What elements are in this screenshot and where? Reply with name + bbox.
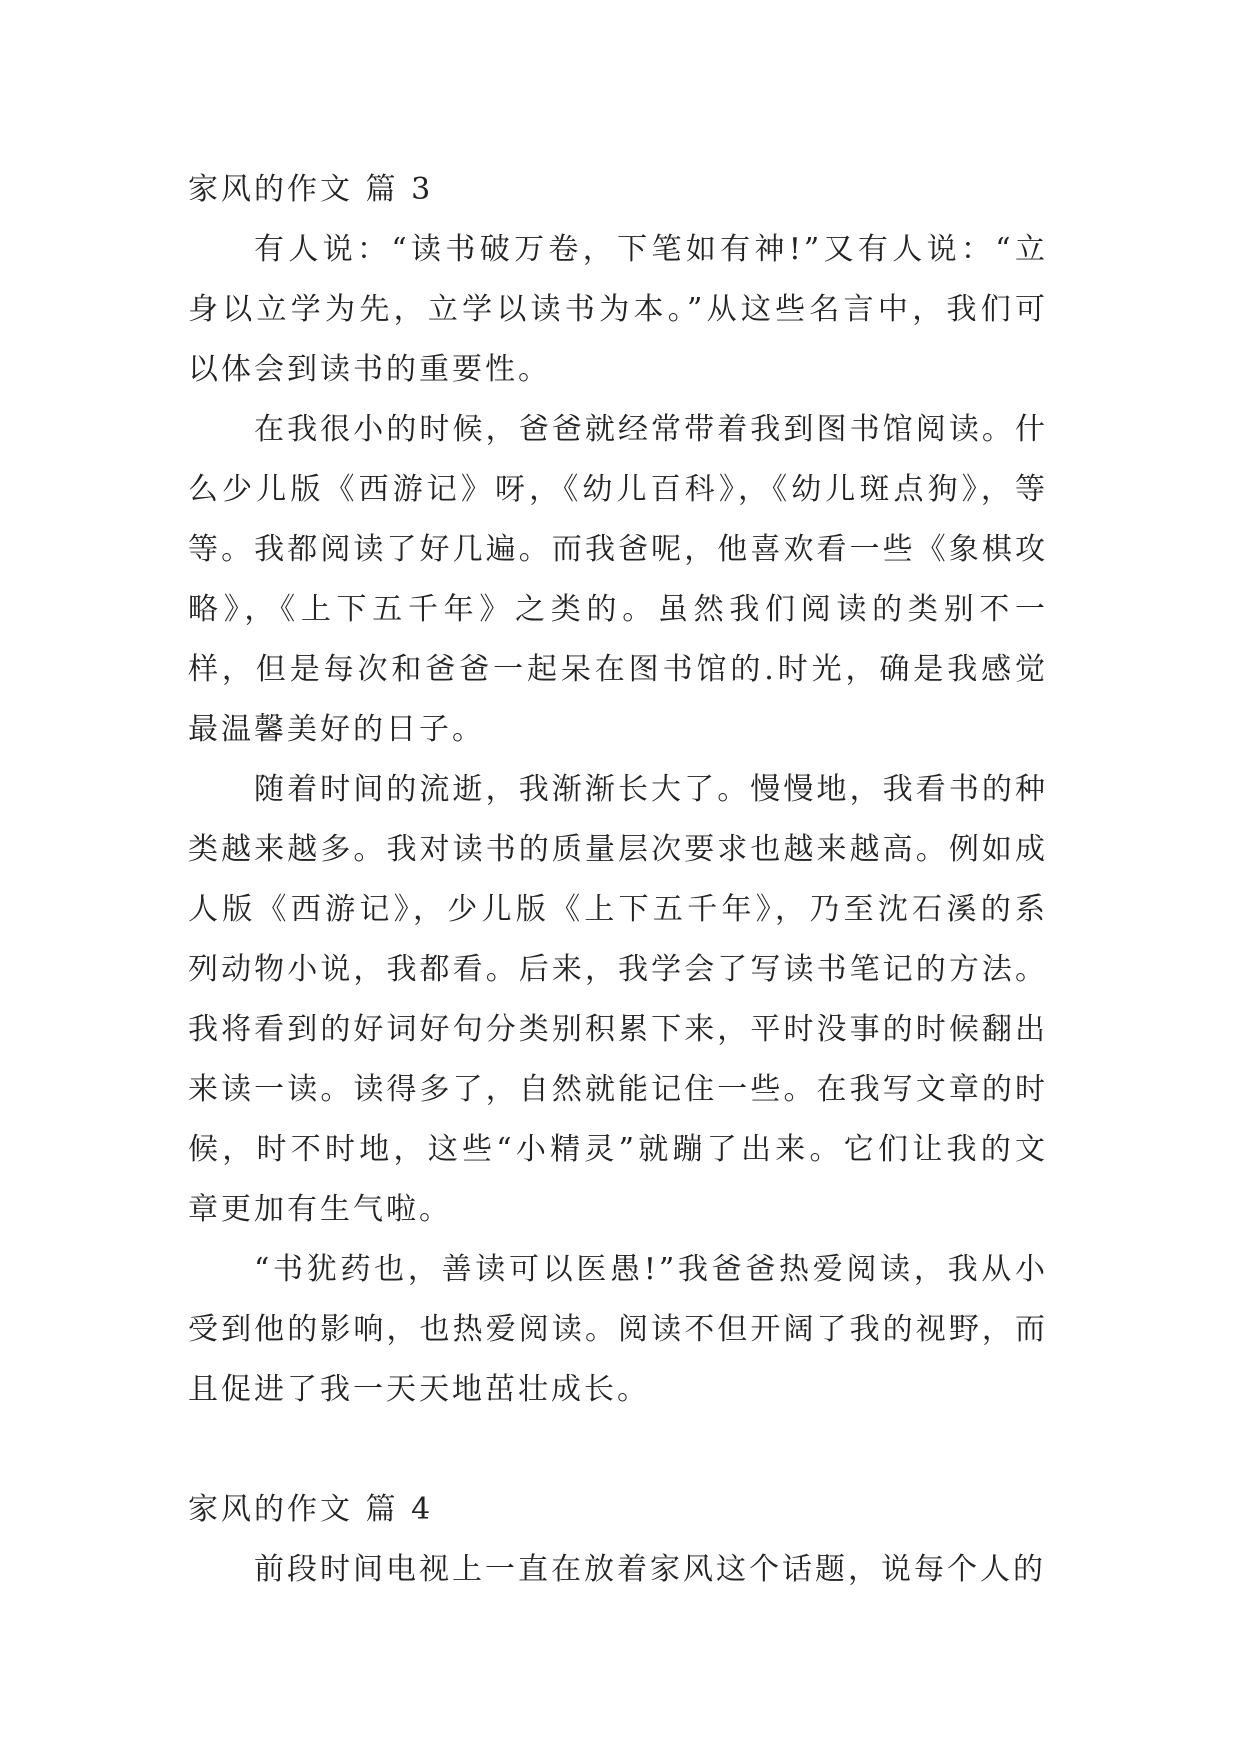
document-body <box>188 160 1048 1600</box>
paragraph: 在我很小的时候，爸爸就经常带着我到图书馆阅读。什么少儿版《西游记》呀，《幼儿百科》，《幼儿斑点狗》，等等。我都阅读了好几遍。而我爸呢，他喜欢看一些《象棋攻略》，《上下五千年》之类的。虽然我们阅读的类别不一样，但是每次和爸爸一起呆在图书馆的.时光，确是我感觉最温馨美好的日子。 <box>188 412 1048 747</box>
paragraph: 随着时间的流逝，我渐渐长大了。慢慢地，我看书的种类越来越多。我对读书的质量层次要求也越来越高。例如成人版《西游记》，少儿版《上下五千年》，乃至沈石溪的系列动物小说，我都看。后来，我学会了写读书笔记的方法。我将看到的好词好句分类别积累下来，平时没事的时候翻出来读一读。读得多了，自然就能记住一些。在我写文章的时候，时不时地，这些“小精灵”就蹦了出来。它们让我的文章更加有生气啦。 <box>188 772 1048 1227</box>
paragraph: 有人说：“读书破万卷，下笔如有神!”又有人说：“立身以立学为先，立学以读书为本。”从这些名言中，我们可以体会到读书的重要性。 <box>188 232 1048 387</box>
section-spacer <box>188 1420 1048 1480</box>
section-title: 家风的作文 篇 4 <box>188 1492 434 1527</box>
paragraph: “书犹药也，善读可以医愚!”我爸爸热爱阅读，我从小受到他的影响，也热爱阅读。阅读不但开阔了我的视野，而且促进了我一天天地茁壮成长。 <box>188 1252 1048 1407</box>
paragraph: 前段时间电视上一直在放着家风这个话题，说每个人的 <box>254 1552 1046 1587</box>
section-title: 家风的作文 篇 3 <box>188 172 434 207</box>
